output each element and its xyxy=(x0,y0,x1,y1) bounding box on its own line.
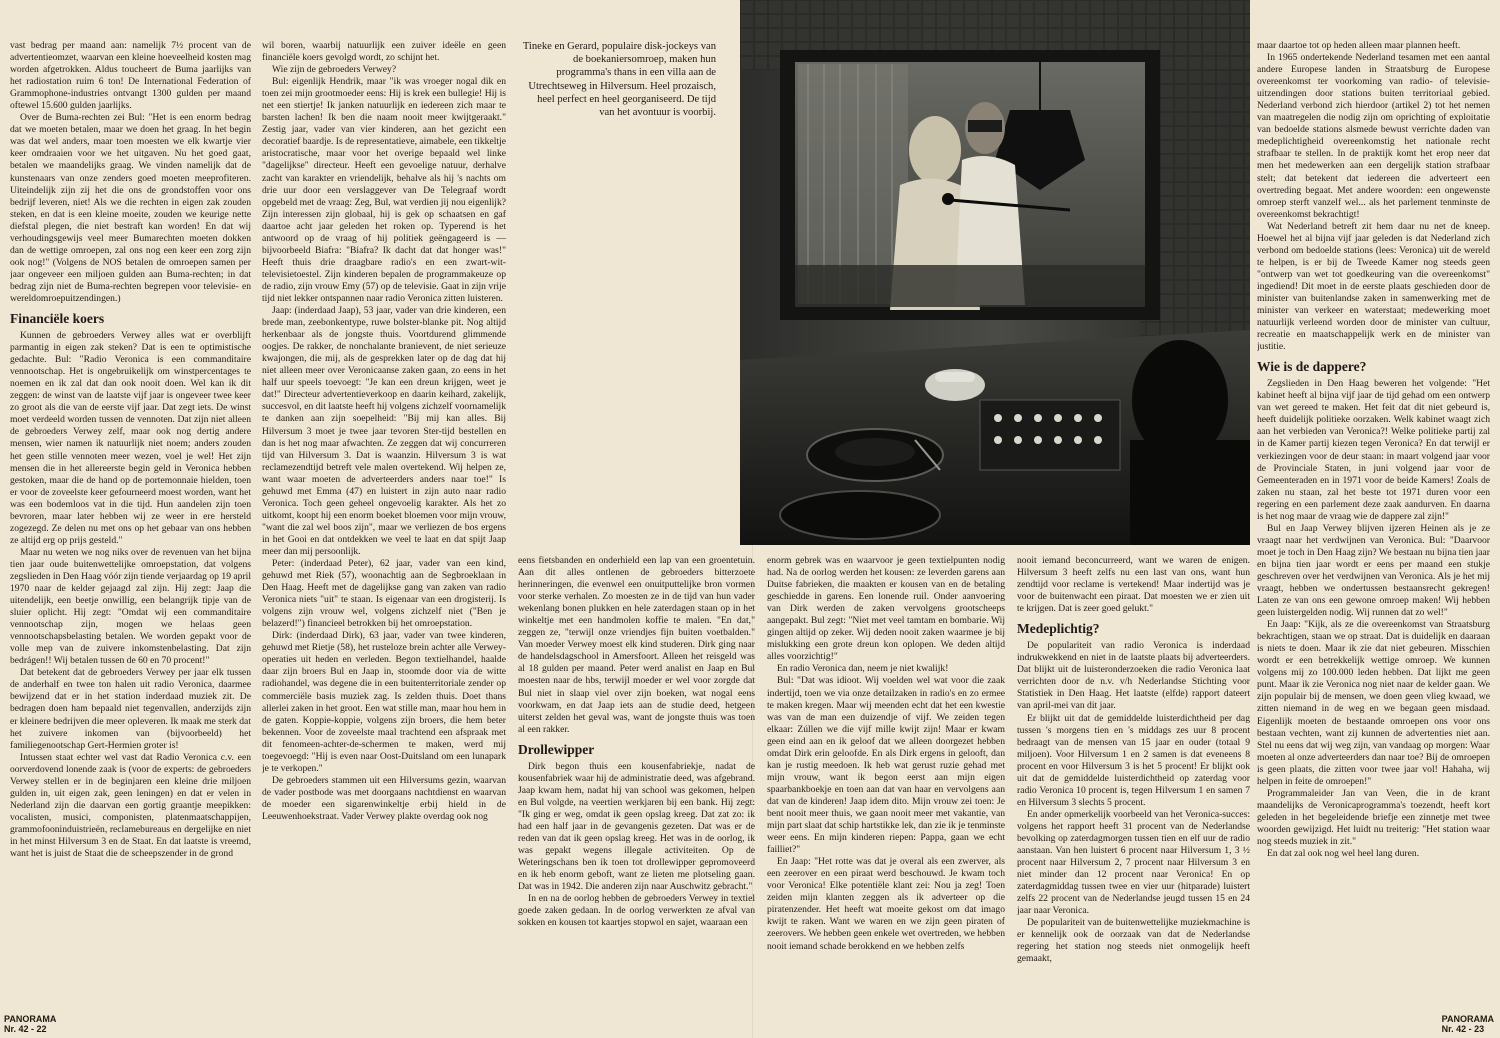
paragraph: maar daartoe tot op heden alleen maar plannen heeft. xyxy=(1257,40,1461,51)
paragraph: Over de Buma-rechten zei Bul: "Het is een enorm bedrag dat we moeten betalen, maar we doen het graag. In het begin was dat wel anders, maar toen moesten we elk kwartje vier keer omdraaien voor we het uitgaven. Nu het goed gaat, betalen we maandelijks graag. We vinden namelijk dat de kunstenaars van onze zenders goed moeten meeprofiteren. Uiteindelijk zijn zij het die ons de grondstoffen voor ons bedrijf leveren, niet! Als we die rechten in eigen zak zouden steken, en dat is een kleine moeite, zouden we keurige nette diefstal plegen, die niet bestraft kan worden! En dat wij verhoudingsgewijs veel meer Bumarechten moeten dokken dan de wettige omroepen, zal ons nog een keer een zorg zijn ook nog!" (Volgens de NOS betalen de omroepen samen per jaar ongeveer een miljoen gulden aan Buma-rechten; in dat bedrag zijn niet de Buma-rechten begrepen voor televisie- en wereldomroepuitzendingen.) xyxy=(10,112,251,304)
article-column-3 xyxy=(518,555,755,1010)
paragraph: vast bedrag per maand aan: namelijk 7½ procent van de advertentieomzet, waarvan een kleine hoeveelheid kosten mag worden afgetrokken. Aldus toucheert de Buma jaarlijks van het radiostation ruim 6 ton! De International Federation of Grammophone-industries ontvangt 1300 gulden per maand oftewel 15.600 gulden jaarlijks. xyxy=(10,40,251,112)
paragraph: De gebroeders stammen uit een Hilversums gezin, waarvan de vader postbode was met doorgaans nachtdienst en waarvan de moeder een sigarenwinkeltje erbij hield in de Leeuwenhoekstraat. Vader Verwey plakte overdag ook nog xyxy=(262,774,506,822)
paragraph: De populariteit van radio Veronica is inderdaad indrukwekkend en niet in de laatste plaats bij adverteerders. Dat blijkt uit de luisteronderzoeken die radio Veronica laat verrichten door de n.v. v/h Nederlandse Stichting voor Statistiek in Den Haag. Het laatste (elfde) rapport dateert van april-mei van dit jaar. xyxy=(1017,640,1250,712)
paragraph: Wat Nederland betreft zit hem daar nu net de kneep. Hoewel het al bijna vijf jaar geleden is dat Nederland zich verbond om bedoelde stations (lees: Veronica) uit de wereld te helpen, is er bij de Tweede Kamer nog steeds geen "ontwerp van wet tot goedkeuring van die overeenkomst" ingediend! Dit moet in de eerste plaats geschieden door de minister van buitenlandse zaken in samenwerking met de minister van verkeer en waterstaat; medewerking moet natuurlijk verleend worden door de minister van cultuur, recreatie en maatschappelijk werk en de minister van justitie. xyxy=(1257,220,1490,353)
section-heading: Financiële koers xyxy=(10,311,105,327)
paragraph: Jaap: (inderdaad Jaap), 53 jaar, vader van drie kinderen, een brede man, zeebonkentype, ruwe bolster-blanke pit. Nog altijd herkenbaar als de jongste thuis. Voortdurend glimmende oogjes. De rakker, de nonchalante branievent, de niet serieuze kwajongen, die mij, als de gesprekken later op de dag dat hij niet alleen meer over Veronicaanse zaken gaan, zo eens in het half uur speels toevoegt: "Je kan een dreun krijgen, weet je dat!" Directeur advertentieverkoop en daarin keihard, zakelijk, succesvol, en dit laatste heeft hij volgens zichzelf voornamelijk te danken aan zijn soepelheid: "Bij mij kan alles. Bij Hilversum 3 moet je twee jaar tevoren Ster-tijd bestellen en dan is het nog maar afwachten. Ze zeggen dat wij concurreren tijd van Hilversum 3. Dat is waanzin. Hilversum 3 is wat reclamezendtijd betreft vele malen overtekend. Wij helpen ze, want waar moeten de adverteerders anders naar toe!" Is gehuwd met Emma (47) en luistert in zijn auto naar radio Veronica. Toch geen geheel ongevoelig karakter. Als het zo uitkomt, koopt hij een enorm boeket bloemen voor mijn vrouw, "want die zal wel boos zijn", maar we verliezen de bos ergens in het Gooi en dat ontdekken we veel te laat en dat spijt Jaap meer dan mij persoonlijk. xyxy=(262,305,506,557)
article-column-5 xyxy=(1017,555,1250,1010)
paragraph: Maar nu weten we nog niks over de revenuen van het bijna tien jaar oude buitenwettelijke omroepstation, dat volgens zegslieden in Den Haag vóór zijn tiende verjaardag op 19 april 1970 naar de kelder gejaagd zal zijn. Hij zegt: Jaap die uitendelijk, een beetje onwillig, een belangrijk tipje van de sluier oplicht. Hij zegt: "Omdat wij een commanditaire vennootschap zijn, mogen we helaas geen vennootschapsbelasting betalen. We worden gepakt voor de volle mep van de zuivere inkomstenbelasting. Dat zijn bedrágen!! Wij betalen tussen de 60 en 70 procent!" xyxy=(10,546,251,667)
paragraph: In en na de oorlog hebben de gebroeders Verwey in textiel goede zaken gedaan. In de oorlog verwerkten ze afval van sokken en kousen tot kaartjes stopwol en sajet, waaraan een xyxy=(518,893,755,929)
article-column-4 xyxy=(767,555,1005,1010)
footer-page-number: Nr. 42 - 22 xyxy=(4,1024,47,1034)
paragraph: Er blijkt uit dat de gemiddelde luisterdichtheid per dag tussen 's morgens tien en 's middags zes uur 8 procent bedraagt van de mensen van 15 jaar en ouder (totaal 9 miljoen). Voor Hilversum 1 en 2 samen is dat eveneens 8 procent en voor Hilversum 3 is het 5 procent! Er blijkt ook uit dat de gemiddelde luisterdichtheid op zaterdag voor radio Veronica 10 procent is, tegen Hilversum 1 en samen 7 en Hilversum 3 slechts 5 procent. xyxy=(1017,712,1250,808)
footer-brand: PANORAMA xyxy=(4,1014,57,1024)
paragraph: En ander opmerkelijk voorbeeld van het Veronica-succes: volgens het rapport heeft 31 procent van de Nederlandse bevolking op zaterdagmorgen tussen tien en elf uur de radio aanstaan. Van hen luistert 6 procent naar Hilversum 1, 3 ½ procent naar Hilversum 2, 7 procent naar Hilversum 3 en niet minder dan 12 procent naar Veronica! En op zaterdagmiddag tussen twee en vier uur (hitparade) luistert zelfs 22 procent van de Nederlandse jeugd tussen 15 en 24 jaar naar Veronica. xyxy=(1017,808,1250,917)
paragraph: Bul: "Dat was idioot. Wij voelden wel wat voor die zaak indertijd, toen we via onze detailzaken in radio's en zo ermee te maken kregen. Maar wij meenden echt dat het een kwestie was van de man een duizendje of vijf. We zeiden tegen elkaar: Zúllen we die vijf mille kwijt zijn! Maar er kwam geen eind aan en ik geloof dat we alleen doorgezet hebben omdat Dirk erin geloofde. En als Dirk ergens in gelooft, dan kan je rustig meedoen. Ik heb wat gerust ruzie gehad met mijn vrouw, want ik begon eerst aan mijn eigen spaarbankboekje en toen aan dat van haar en vervolgens aan dat van de kinderen! Jaap idem dito. Mijn vrouw zei toen: Je bent nooit meer thuis, we gaan nooit meer met vakantie, van mijn part slaat dat schip hartstikke lek, dan zie ik je tenminste weer eens. En mijn kinderen riepen: Pappa, gaan we echt failliet?" xyxy=(767,675,1005,856)
paragraph: wil boren, waarbij natuurlijk een zuiver ideële en geen financiële koers gevolgd wordt, zo schijnt het. xyxy=(262,40,506,64)
article-column-6 xyxy=(1257,40,1490,1008)
article-column-2 xyxy=(262,40,506,1008)
footer-right xyxy=(1442,1014,1494,1034)
studio-photo-illustration xyxy=(740,0,1250,545)
paragraph: En Jaap: "Het rotte was dat je overal als een zwerver, als een zeerover en een piraat werd beschouwd. Je kwam toch voor Veronica! Elke potentiële klant zei: Nou ja zeg! Toen zeiden mijn klanten zeggen als ik adverteer op die piratenzender. Het heeft wat moeite gekost om dat imago kwijt te raken. Want we waren en we zijn geen piraten of zeerovers. We hebben geen enkele wet overtreden, we hebben nooit iemand schade berokkend en we hebben zelfs xyxy=(767,856,1005,952)
paragraph: Wie zijn de gebroeders Verwey? xyxy=(272,64,397,76)
paragraph: En Jaap: "Kijk, als ze die overeenkomst van Straatsburg bekrachtigen, staan we op straat. Dat is duidelijk en daaraan is niets te doen. Maar ik zie dat niet gebeuren. Misschien wordt er een betrekkelijk wettige omroep. We kunnen volgens mij zo 100.000 leden hebben. Dat lijkt me geen punt. Maar ik zie Veronica nog niet naar de kelder gaan. We zijn populair bij de mensen, we doen geen vlieg kwaad, we zitten niemand in de weg en we begaan geen misdaad. Eigenlijk moeten de bestaande omroepen ons voor ons bestaan vechten, want zij kunnen de advertenties niet aan. Stel nu eens dat wij weg zijn, van vandaag op morgen: Waar moeten al onze adverteerders dan naar toe? Bij de omroepen is geen plaats, die zitten voor twee jaar vol! Hahaha, wij helpen in feite de omroepen!" xyxy=(1257,619,1490,787)
section-heading: Wie is de dappere? xyxy=(1257,359,1367,375)
footer-brand: PANORAMA xyxy=(1441,1014,1494,1024)
paragraph: De populariteit van de buitenwettelijke muziekmachine is er kennelijk ook de oorzaak van dat de Nederlandse regering het station nog steeds niet onmogelijk heeft gemaakt, xyxy=(1017,917,1250,965)
paragraph: nooit iemand beconcurreerd, want we waren de enigen. Hilversum 3 heeft zelfs nu een last van ons, want hun zendtijd voor reclame is vertekend! Maar indertijd was je voor de buitenwacht een piraat. Dat moesten we er zien uit te krijgen. Dat is zeer goed gelukt." xyxy=(1017,555,1250,615)
paragraph: Dat betekent dat de gebroeders Verwey per jaar elk tussen de anderhalf en twee ton halen uit radio Veronica, daarmee bewijzend dat er in het station inderdaad muziek zit. De bedragen doen ham bepaald niet tegenvallen, anderzijds zijn er kleinere bedrijven die meer opleveren. Ik maak me sterk dat het zuivere inkomen van (bijvoorbeeld) het familiegenootschap Gert-Hermien groter is! xyxy=(10,667,251,751)
paragraph: enorm gebrek was en waarvoor je geen textielpunten nodig had. Na de oorlog werden het kousen: ze leverden garens aan Duitse fabrieken, die maakten er kousen van en de betaling geschiedde in garens. Een lonende ruil. Onder aanvoering van Dirk werden de zaken vervolgens grootscheeps aangepakt. Bul zegt: "Niet met veel tamtam en bombarie. Wij gingen altijd op zeker. Wij deden nooit zaken waarmee je bij mislukking een grote dreun kon oplopen. We deden altijd alles voorzichtig!" xyxy=(767,555,1005,663)
studio-photo xyxy=(740,0,1250,545)
section-heading: Drollewipper xyxy=(518,741,595,757)
paragraph: In 1965 ondertekende Nederland tesamen met een aantal andere Europese landen in Straatsburg de Europese overeenkomst ter voorkoming van radio- of televisie-uitzendingen door stations buiten territoriaal gebied. Nederland verbond zich hierdoor (artikel 2) tot het nemen van maatregelen die nodig zijn om oprichting of exploitatie van bedoelde stations alsmede bewust verrichte daden van medeplichtigheid overeenkomstig het nationale recht strafbaar te stellen. In de praktijk komt het erop neer dat men het medewerken aan een dergelijk station strafbaar stelt; dat betekent dat iedereen die adverteert een overtreding begaat. Met andere woorden: een ongewenste omroep sterft vanzelf wel... als het parlement tenminste de overeenkomst bekrachtigt! xyxy=(1257,52,1490,220)
paragraph: Peter: (inderdaad Peter), 62 jaar, vader van een kind, gehuwd met Riek (57), woonachtig aan de Segbroeklaan in Den Haag. Heeft met de dagelijkse gang van zaken van radio Veronica niets "uit" te staan. Is eigenaar van een drogisterij. Is volgens zijn vrouw wel, volgens zichzelf niet ("Ben je belazerd!") financieel betrokken bij het omroepstation. xyxy=(262,558,506,630)
article-column-1 xyxy=(10,40,251,1008)
paragraph: Dirk begon thuis een kousenfabriekje, nadat de kousenfabriek waar hij de administratie deed, was afgebrand. Jaap kwam hem, nadat hij van school was gekomen, helpen en Bul volgde, na veertien werkjaren bij een bank. Hij zegt: "Ik ging er weg, omdat ik geen opslag kreeg. Dat zat zo: ik had een half jaar in de gevangenis gezeten. Dat was er de reden van dat ik geen opslag kreeg. Het was in de oorlog, ik was gepakt wegens illegale activiteiten. Op de Weteringschans ben ik toen tot drollewipper gepromoveerd en ik heb enorm geboft, want ze lieten me plotseling gaan. Dat was in 1942. Die anderen zijn naar Auschwitz gebracht." xyxy=(518,760,755,893)
paragraph: En dat zal ook nog wel heel lang duren. xyxy=(1267,848,1420,860)
paragraph: Zegslieden in Den Haag beweren het volgende: "Het kabinet heeft al bijna vijf jaar de tijd gehad om een ontwerp van wet gereed te maken. Het feit dat dit niet gebeurd is, heeft duidelijk politieke oorzaken. Welk kabinet waagt zich aan het verbieden van Veronica?! Welke politieke partij zal in de Kamer partij kiezen tegen Veronica? En dat terwijl er verkiezingen voor de deur staan: in maart volgend jaar voor de Provinciale Staten, in juni volgend jaar voor de Gemeenteraden en in 1971 voor de beide Kamers! Zoals de zaken nu staan, zal het beste tot 1971 duren voor een regering en een parlement deze zaak aandurven. En daarna is het nog maar de vraag wie de dappere zal zijn!" xyxy=(1257,378,1490,522)
footer-page-number: Nr. 42 - 23 xyxy=(1441,1024,1485,1034)
paragraph: En radio Veronica dan, neem je niet kwalijk! xyxy=(777,663,949,675)
paragraph: Kunnen de gebroeders Verwey alles wat er overblijft parmantig in eigen zak steken? Dat is een te optimistische gedachte. Bul: "Radio Veronica is een commanditaire vennootschap. Het is ongebruikelijk om winstpercentages te noemen en ik zal dat dan ook nooit doen. Wel kan ik dit zeggen: de winst van de laatste vijf jaar is ongeveer twee keer zo groot als die van de eerste vijf jaar. Dat zegt iets. De winst moet verdeeld worden tussen de vennoten. Dat zijn niet alleen de gebroeders Verwey zelf, maar ook nog dertig andere mensen, wier namen ik natuurlijk niet noem; anders zouden het geen stille vennoten meer wezen, voel je wel! Het zijn mensen die in het allereerste begin geld in Veronica hebben gestoken, maar die de hand op de portemonnaie hielden, toen er voor de zoveelste keer gefourneerd moest worden, want het was een bodemloos vat in die tijd. Hun aandelen zijn toen bevroren, maar later hebben wij ze weer in ere hersteld zogezegd. Ze delen nu met ons op het gebaar van ons hebben ze altijd erg op prijs gesteld." xyxy=(10,330,251,546)
paragraph: Bul: eigenlijk Hendrik, maar "ik was vroeger nogal dik en toen zei mijn grootmoeder eens: Hij is krek een bullegie! Hij is net een stiertje! Ik janken natuurlijk en iedereen zich maar te barsten lachen! Ik ben die naam nooit meer kwijtgeraakt." Zestig jaar, vader van vier kinderen, aan het gezicht een decoratief baardje. Is de representatieve, aimabele, een tikkeltje aristocratische, maar voor het overige bepaald wel linke "dagelijkse" directeur. Heeft een gevoelige natuur, derhalve zacht van karakter en vriendelijk, behalve als hij 's nachts om drie uur door een verslaggever van De Telegraaf wordt opgebeld met de vraag: Zeg, Bul, wat verdien jij nou eigenlijk? Zijn interessen zijn globaal, hij is gek op schaatsen en gaf daartoe acht jaar geleden het roken op. Typerend is het antwoord op de vraag of hij politiek geëngageerd is — bijvoorbeeld Biafra: "Biafra? Ik dacht dat dat honger was!" Heeft thuis drie draagbare radio's en een zwart-wit-televisietoestel. Zijn kinderen bepalen de programmakeuze op de radio, zijn vrouw Emy (57) op de televisie. Gaat in zijn vrije tijd niet lekker ontspannen naar radio Veronica zitten luisteren. xyxy=(262,76,506,304)
footer-left xyxy=(4,1014,56,1034)
paragraph: eens fietsbanden en onderhield een lap van een groentetuin. Aan dit alles ontlenen de gebroeders bitterzoete herinneringen, die evenwel een onuitputtelijke bron vormen voor sterke verhalen. Zo moesten ze in de tijd van hun vader wekenlang bonen plukken en hele zaterdagen staan op in het winkeltje met een handmolen koffie te malen. "En dat," zeggen ze, "terwijl onze vriendjes fijn buiten voetbalden." Van moeder Verwey moest elk kind studeren. Dirk ging naar de handelsdagschool in Amersfoort. Alleen het reisgeld was al 18 gulden per maand. Peter werd analist en Jaap en Bul moesten naar de hbs, terwijl moeder er wel voor zorgde dat Bul niet in slaap viel over zijn boeken, wat nogal eens voorkwam, en dat Jaap iets aan de studie deed, hetgeen uiterst zelden het geval was, want de jongste thuis was toen al een rakker. xyxy=(518,555,755,735)
paragraph: Dirk: (inderdaad Dirk), 63 jaar, vader van twee kinderen, gehuwd met Rietje (58), het rusteloze brein achter alle Verwey-operaties uit heden en verleden. Begon textielhandel, haalde daar zijn broers Bul en Jaap in, stoomde door via de witte radiohandel, was degene die in een buitenterritoriale zender op commerciële basis muziek zag. Is zelden thuis. Doet thans allerlei zaken in het groot. Een wat stille man, maar hou hem in de gaten. Koppie-koppie, volgens zijn broers, die hem beter bekennen. Voor de zoveelste maal trachtend een afspraak met dit fenomeen-achter-de-schermen te maken, werd mij toegevoegd: "Hij is even naar Oost-Duitsland om een lunapark je te verkopen." xyxy=(262,630,506,774)
section-heading: Medeplichtig? xyxy=(1017,621,1100,637)
paragraph: Programmaleider Jan van Veen, die in de krant maandelijks de Veronicaprogramma's toezendt, heeft kort geleden in het begeleidende briefje een zinnetje met twee woorden gewijzigd. Het luidt nu treiterig: "Het station waar nog steeds muziek in zit." xyxy=(1257,787,1490,847)
photo-caption: Tineke en Gerard, populaire disk-jockeys van de boekaniersomroep, maken hun programma's thans in een villa aan de Utrechtseweg in Hilversum. Heel prozaisch, heel perfect en heel georganiseerd. De tijd van het avontuur is voorbij. xyxy=(522,41,716,119)
paragraph: Bul en Jaap Verwey blijven ijzeren Heinen als je ze vraagt naar het verdwijnen van Veronica. Bul: "Daarvoor moet je toch in Den Haag zijn? We bestaan nu bijna tien jaar en bijna tien jaar wordt er eens per maand een stukje geschreven over het verdwijnen van Veronica. Als je het mij vraagt, hebben we ondertussen bestaansrecht gekregen! Laten ze van ons een gewone omroep maken! Wij hebben geen luistergelden nodig. Wij runnen dat zo wel!" xyxy=(1257,522,1490,619)
paragraph: Intussen staat echter wel vast dat Radio Veronica c.v. een oorverdovend lonende zaak is (voor de experts: de gebroeders Verwey stellen er in de beginjaren een kleine drie miljoen gulden in, uit eigen zak, geen leningen) en dat er velen in Nederland zijn die daarvan een gortig graantje meepikken: vocalisten, musici, componisten, platenmaatschappijen, grammofooninduistrieën, reclamebureaus en dergelijke en niet in het minst Hilversum 3 en de Staat. En dat laatste is vreemd, want het is juist de Staat die de scheepszender in de grond xyxy=(10,751,251,860)
